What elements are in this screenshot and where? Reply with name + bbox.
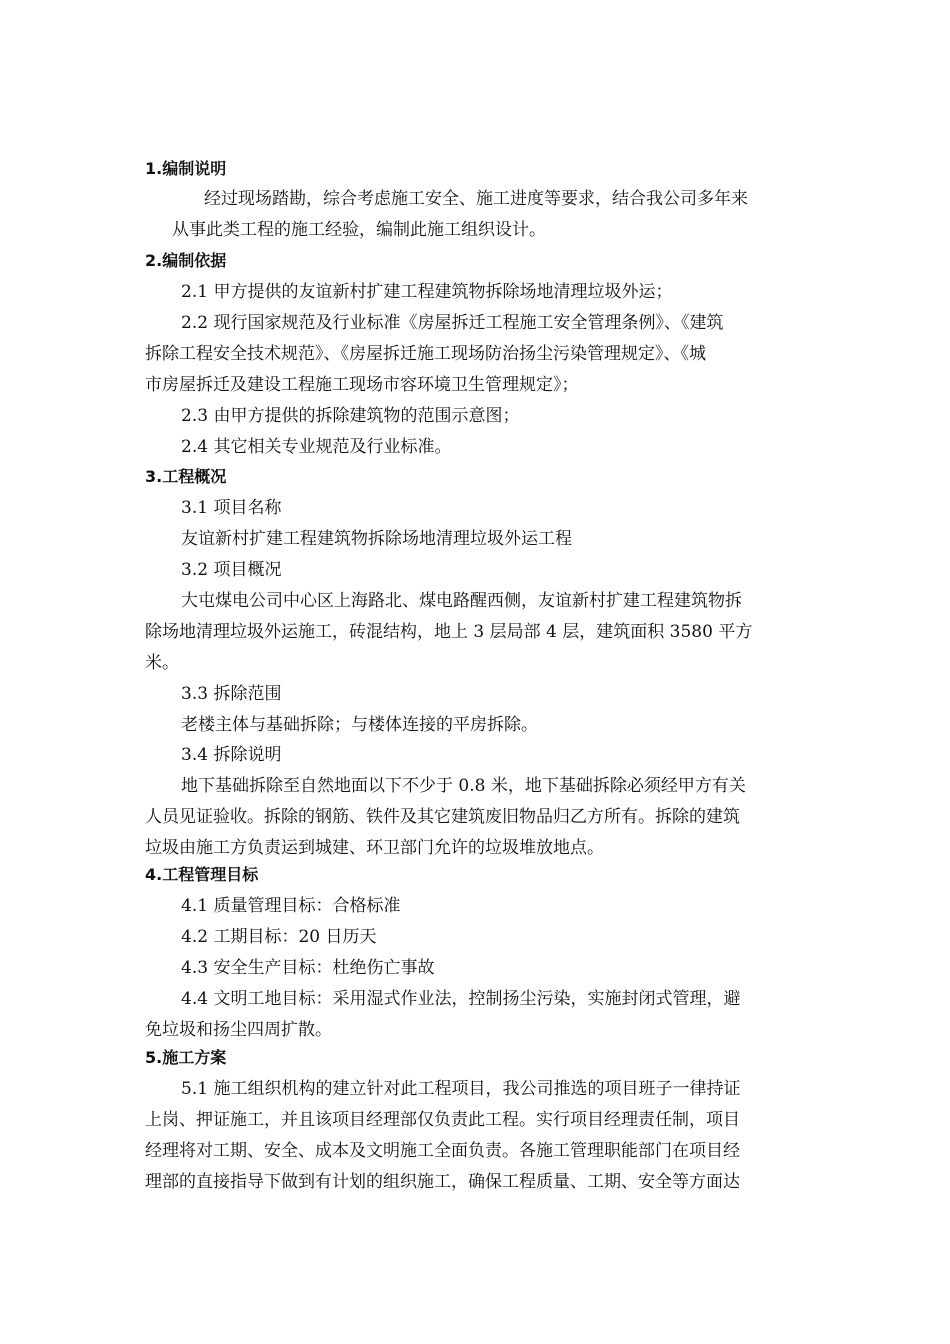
- paragraph-line: 地下基础拆除至自然地面以下不少于 0.8 米，地下基础拆除必须经甲方有关: [181, 776, 746, 796]
- paragraph-line: 友谊新村扩建工程建筑物拆除场地清理垃圾外运工程: [181, 529, 572, 549]
- paragraph-line: 老楼主体与基础拆除；与楼体连接的平房拆除。: [181, 715, 538, 735]
- subsection-title: 3.4 拆除说明: [181, 745, 282, 765]
- section-heading: 4.工程管理目标: [145, 865, 259, 884]
- list-item: 2.3 由甲方提供的拆除建筑物的范围示意图；: [181, 406, 520, 426]
- list-item: 2.1 甲方提供的友谊新村扩建工程建筑物拆除场地清理垃圾外运；: [181, 282, 673, 302]
- paragraph-line: 大屯煤电公司中心区上海路北、煤电路醒西侧，友谊新村扩建工程建筑物拆: [181, 591, 742, 611]
- subsection-title: 3.3 拆除范围: [181, 684, 282, 704]
- subsection-title: 3.1 项目名称: [181, 498, 282, 518]
- paragraph-line: 上岗、押证施工，并且该项目经理部仅负责此工程。实行项目经理责任制，项目: [145, 1110, 740, 1130]
- paragraph-line: 米。: [145, 653, 179, 673]
- paragraph-line: 免垃圾和扬尘四周扩散。: [145, 1020, 332, 1040]
- paragraph-line: 除场地清理垃圾外运施工，砖混结构，地上 3 层局部 4 层，建筑面积 3580 平方: [145, 622, 753, 642]
- paragraph-line: 2.2 现行国家规范及行业标准《房屋拆迁工程施工安全管理条例》、《建筑: [181, 313, 724, 333]
- paragraph-line: 理部的直接指导下做到有计划的组织施工，确保工程质量、工期、安全等方面达: [145, 1172, 740, 1192]
- paragraph-line: 市房屋拆迁及建设工程施工现场市容环境卫生管理规定》；: [145, 375, 579, 395]
- paragraph-line: 经理将对工期、安全、成本及文明施工全面负责。各施工管理职能部门在项目经: [145, 1141, 740, 1161]
- paragraph-line: 拆除工程安全技术规范》、《房屋拆迁施工现场防治扬尘污染管理规定》、《城: [145, 344, 706, 364]
- section-heading: 5.施工方案: [145, 1048, 227, 1067]
- list-item: 4.2 工期目标：20 日历天: [181, 927, 377, 947]
- list-item: 4.3 安全生产目标：杜绝伤亡事故: [181, 958, 435, 978]
- section-heading: 2.编制依据: [145, 251, 227, 270]
- list-item: 2.4 其它相关专业规范及行业标准。: [181, 437, 452, 457]
- paragraph-line: 经过现场踏勘，综合考虑施工安全、施工进度等要求，结合我公司多年来: [204, 189, 748, 209]
- paragraph-line: 5.1 施工组织机构的建立针对此工程项目，我公司推选的项目班子一律持证: [181, 1079, 741, 1099]
- section-heading: 1.编制说明: [145, 159, 227, 178]
- section-heading: 3.工程概况: [145, 467, 227, 486]
- paragraph-line: 垃圾由施工方负责运到城建、环卫部门允许的垃圾堆放地点。: [145, 838, 604, 858]
- paragraph-line: 4.4 文明工地目标：采用湿式作业法，控制扬尘污染，实施封闭式管理，避: [181, 989, 741, 1009]
- list-item: 4.1 质量管理目标：合格标准: [181, 896, 401, 916]
- paragraph-line: 人员见证验收。拆除的钢筋、铁件及其它建筑废旧物品归乙方所有。拆除的建筑: [145, 807, 740, 827]
- subsection-title: 3.2 项目概况: [181, 560, 282, 580]
- paragraph-line: 从事此类工程的施工经验，编制此施工组织设计。: [172, 220, 546, 240]
